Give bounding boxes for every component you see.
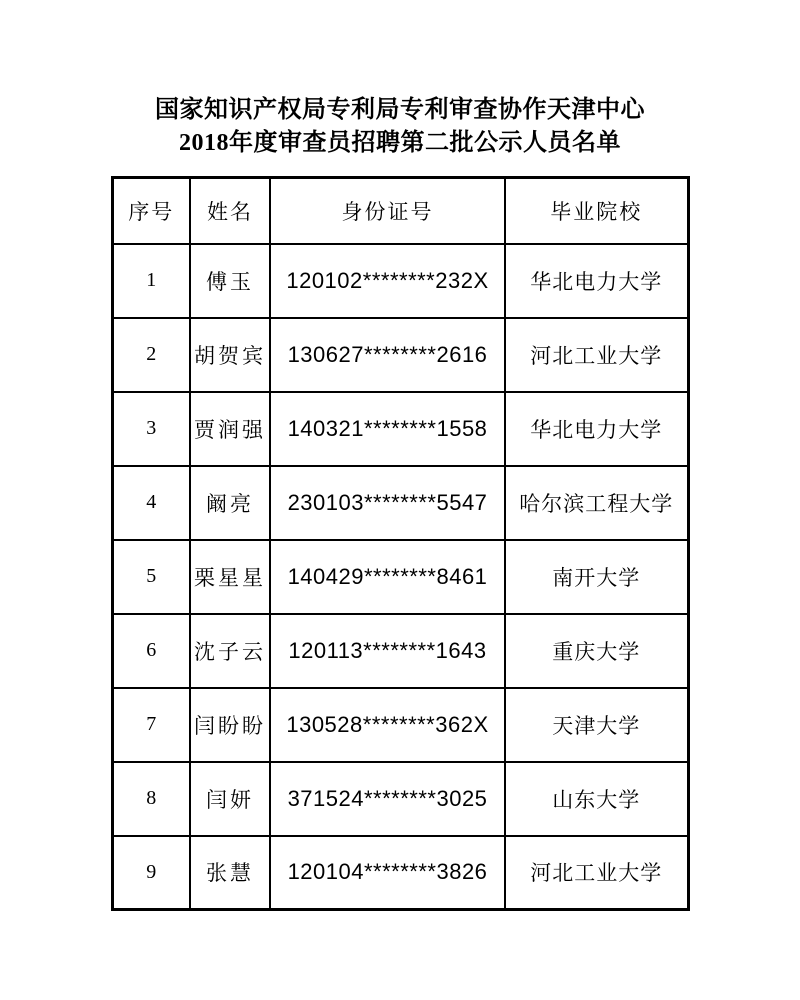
cell-serial-number: 5	[112, 540, 190, 614]
cell-name: 闫妍	[190, 762, 270, 836]
cell-id-number: 120113********1643	[270, 614, 505, 688]
cell-id-number: 130627********2616	[270, 318, 505, 392]
cell-id-number: 120104********3826	[270, 836, 505, 910]
cell-id-number: 371524********3025	[270, 762, 505, 836]
cell-serial-number: 6	[112, 614, 190, 688]
cell-id-number: 140429********8461	[270, 540, 505, 614]
cell-name: 沈子云	[190, 614, 270, 688]
cell-graduate-school: 重庆大学	[505, 614, 688, 688]
cell-serial-number: 4	[112, 466, 190, 540]
cell-graduate-school: 南开大学	[505, 540, 688, 614]
cell-graduate-school: 华北电力大学	[505, 392, 688, 466]
table-row	[112, 466, 688, 540]
table-row	[112, 318, 688, 392]
cell-graduate-school: 哈尔滨工程大学	[505, 466, 688, 540]
cell-name: 张慧	[190, 836, 270, 910]
cell-name: 贾润强	[190, 392, 270, 466]
cell-serial-number: 1	[112, 244, 190, 318]
cell-serial-number: 8	[112, 762, 190, 836]
header-name: 姓名	[190, 178, 270, 244]
table-header-row	[112, 178, 688, 244]
header-graduate-school: 毕业院校	[505, 178, 688, 244]
table-row	[112, 540, 688, 614]
title-line-1: 国家知识产权局专利局专利审查协作天津中心	[155, 97, 645, 123]
cell-id-number: 130528********362X	[270, 688, 505, 762]
table-body	[112, 244, 688, 910]
title-line-2: 2018年度审查员招聘第二批公示人员名单	[179, 130, 621, 156]
table-row	[112, 688, 688, 762]
cell-id-number: 140321********1558	[270, 392, 505, 466]
cell-graduate-school: 河北工业大学	[505, 318, 688, 392]
header-id-number: 身份证号	[270, 178, 505, 244]
document-title	[0, 0, 800, 160]
cell-graduate-school: 天津大学	[505, 688, 688, 762]
cell-name: 傅玉	[190, 244, 270, 318]
cell-serial-number: 3	[112, 392, 190, 466]
cell-graduate-school: 山东大学	[505, 762, 688, 836]
cell-name: 胡贺宾	[190, 318, 270, 392]
cell-id-number: 120102********232X	[270, 244, 505, 318]
table-row	[112, 244, 688, 318]
header-serial-number: 序号	[112, 178, 190, 244]
cell-serial-number: 2	[112, 318, 190, 392]
table-row	[112, 762, 688, 836]
cell-serial-number: 7	[112, 688, 190, 762]
cell-name: 闫盼盼	[190, 688, 270, 762]
cell-serial-number: 9	[112, 836, 190, 910]
table-row	[112, 392, 688, 466]
table-row	[112, 614, 688, 688]
cell-name: 栗星星	[190, 540, 270, 614]
table-row	[112, 836, 688, 910]
cell-id-number: 230103********5547	[270, 466, 505, 540]
cell-graduate-school: 河北工业大学	[505, 836, 688, 910]
personnel-table	[111, 176, 690, 911]
cell-graduate-school: 华北电力大学	[505, 244, 688, 318]
cell-name: 阚亮	[190, 466, 270, 540]
